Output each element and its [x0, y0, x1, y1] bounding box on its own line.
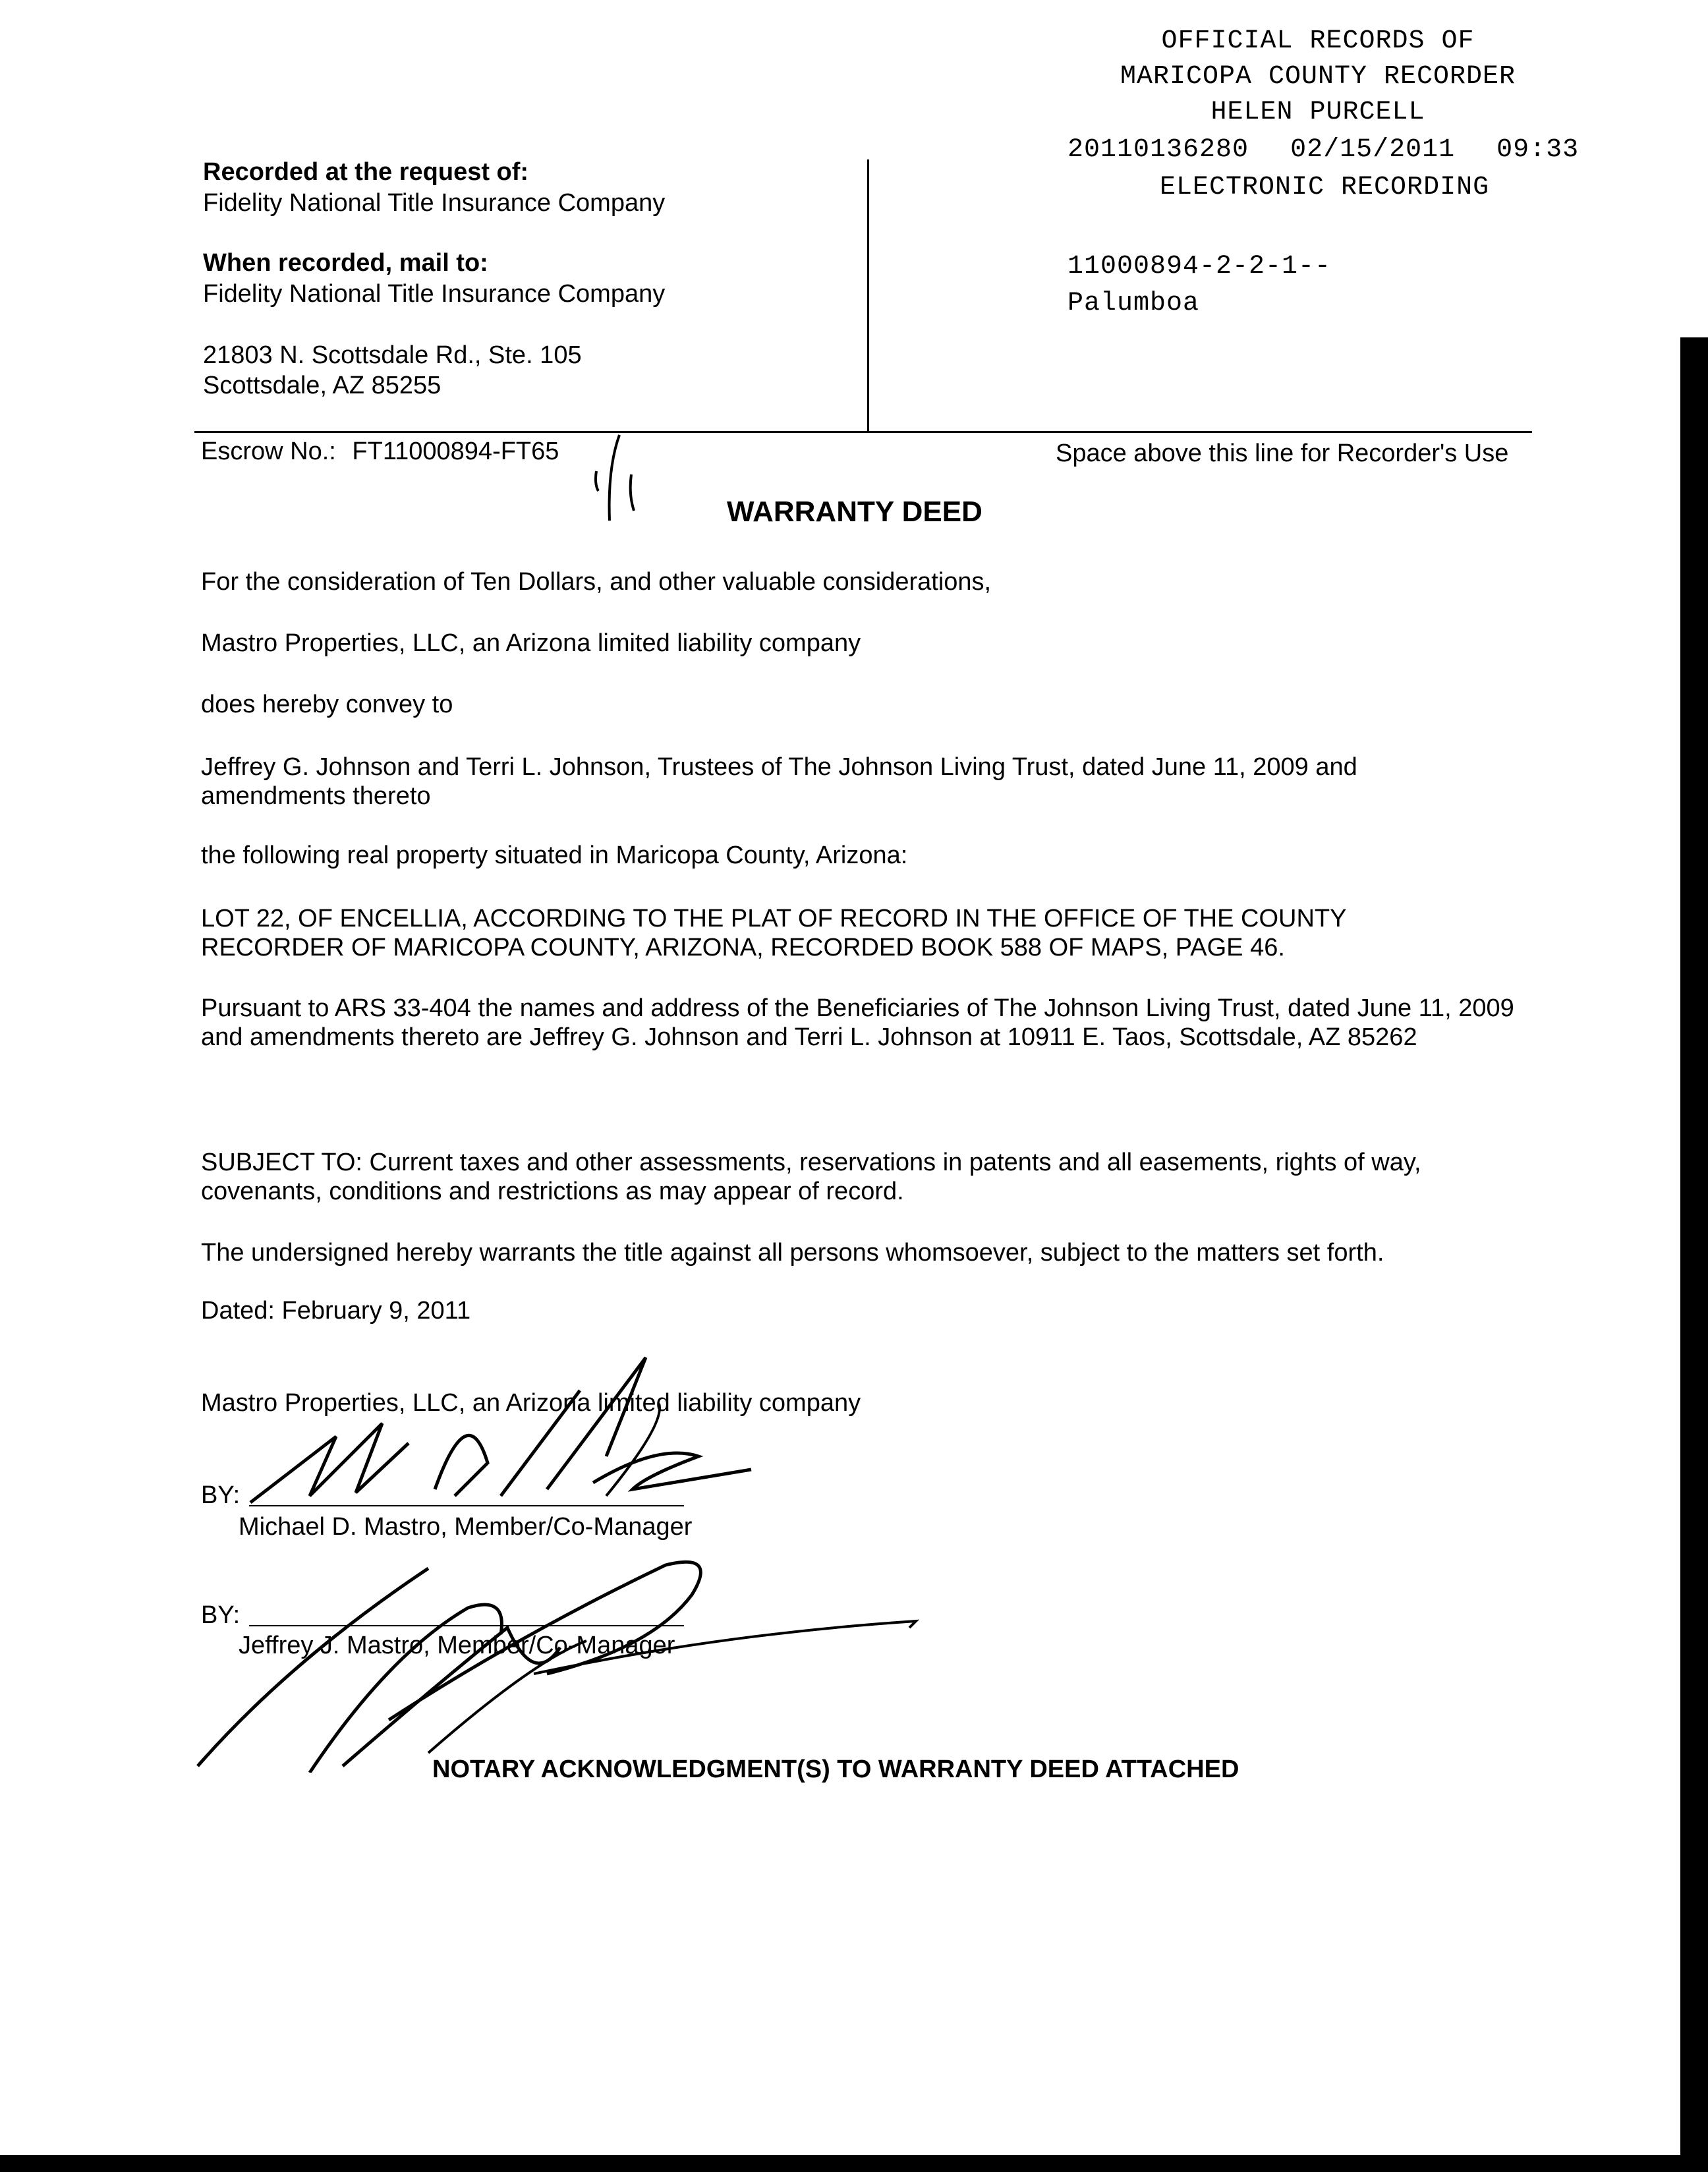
signature-line-1	[249, 1505, 684, 1506]
by-label-1: BY:	[201, 1481, 241, 1509]
signature-1	[237, 1344, 778, 1516]
escrow-value: FT11000894-FT65	[352, 438, 559, 465]
scan-border-right	[1680, 337, 1708, 2172]
scan-border-bottom	[0, 2155, 1708, 2172]
consideration-text: For the consideration of Ten Dollars, and other valuable considerations,	[201, 568, 992, 596]
handwritten-mark	[580, 428, 659, 527]
signer-2: Jeffrey J. Mastro, Member/Co-Manager	[239, 1632, 675, 1659]
recorder-line-1: OFFICIAL RECORDS OF	[1161, 26, 1475, 56]
recorder-line-2: MARICOPA COUNTY RECORDER	[1120, 62, 1516, 92]
address-line-2: Scottsdale, AZ 85255	[203, 372, 441, 399]
file-code: 11000894-2-2-1--	[1068, 252, 1332, 281]
escrow-number	[201, 438, 559, 467]
subject-to-text: SUBJECT TO: Current taxes and other assessments, reservations in patents and all easements, rights of way, covenants, conditions and restrictions as may appear of record.	[201, 1149, 1421, 1205]
convey-text: does hereby convey to	[201, 691, 453, 718]
legal-description: LOT 22, OF ENCELLIA, ACCORDING TO THE PLAT OF RECORD IN THE OFFICE OF THE COUNTY RECORDER OF MARICOPA COUNTY, ARIZONA, RECORDED BOOK 588 OF MAPS, PAGE 46.	[201, 905, 1346, 961]
recording-info	[1068, 135, 1579, 165]
record-time: 09:33	[1496, 135, 1580, 165]
address-line-1: 21803 N. Scottsdale Rd., Ste. 105	[203, 341, 582, 369]
grantor-text: Mastro Properties, LLC, an Arizona limited liability company	[201, 629, 861, 657]
recorder-use-rule	[194, 431, 1532, 433]
signature-entity: Mastro Properties, LLC, an Arizona limited liability company	[201, 1389, 861, 1417]
record-date: 02/15/2011	[1290, 135, 1456, 165]
notary-footer: NOTARY ACKNOWLEDGMENT(S) TO WARRANTY DEED ATTACHED	[432, 1756, 1239, 1783]
beneficiaries-text: Pursuant to ARS 33-404 the names and address of the Beneficiaries of The Johnson Living Trust, dated June 11, 2009 and amendments thereto are Jeffrey G. Johnson and Terri L. Johnson at 10911 E. Taos, Scottsdale, AZ 85262	[201, 994, 1514, 1051]
recording-type: ELECTRONIC RECORDING	[1160, 173, 1490, 202]
record-number: 20110136280	[1068, 135, 1249, 165]
warranty-text: The undersigned hereby warrants the title against all persons whomsoever, subject to the matters set forth.	[201, 1239, 1384, 1267]
request-label: Recorded at the request of:	[203, 158, 529, 186]
signature-2	[191, 1555, 936, 1773]
request-value: Fidelity National Title Insurance Company	[203, 189, 666, 217]
signer-1: Michael D. Mastro, Member/Co-Manager	[239, 1513, 693, 1541]
mail-value: Fidelity National Title Insurance Company	[203, 280, 666, 308]
property-intro: the following real property situated in Maricopa County, Arizona:	[201, 842, 908, 869]
clerk-name: Palumboa	[1068, 289, 1200, 318]
recorder-use-note: Space above this line for Recorder's Use	[1056, 440, 1509, 467]
dated-text: Dated: February 9, 2011	[201, 1297, 471, 1325]
grantee-text: Jeffrey G. Johnson and Terri L. Johnson, Trustees of The Johnson Living Trust, dated June 11, 2009 and amendments thereto	[201, 753, 1357, 810]
deed-title: WARRANTY DEED	[727, 496, 982, 528]
recorder-stamp	[1054, 26, 1647, 128]
escrow-label: Escrow No.:	[201, 438, 336, 465]
header-vertical-divider	[867, 159, 869, 433]
recorder-line-3: HELEN PURCELL	[1210, 98, 1425, 127]
mail-label: When recorded, mail to:	[203, 249, 488, 277]
signature-line-2	[249, 1625, 684, 1626]
by-label-2: BY:	[201, 1601, 241, 1629]
